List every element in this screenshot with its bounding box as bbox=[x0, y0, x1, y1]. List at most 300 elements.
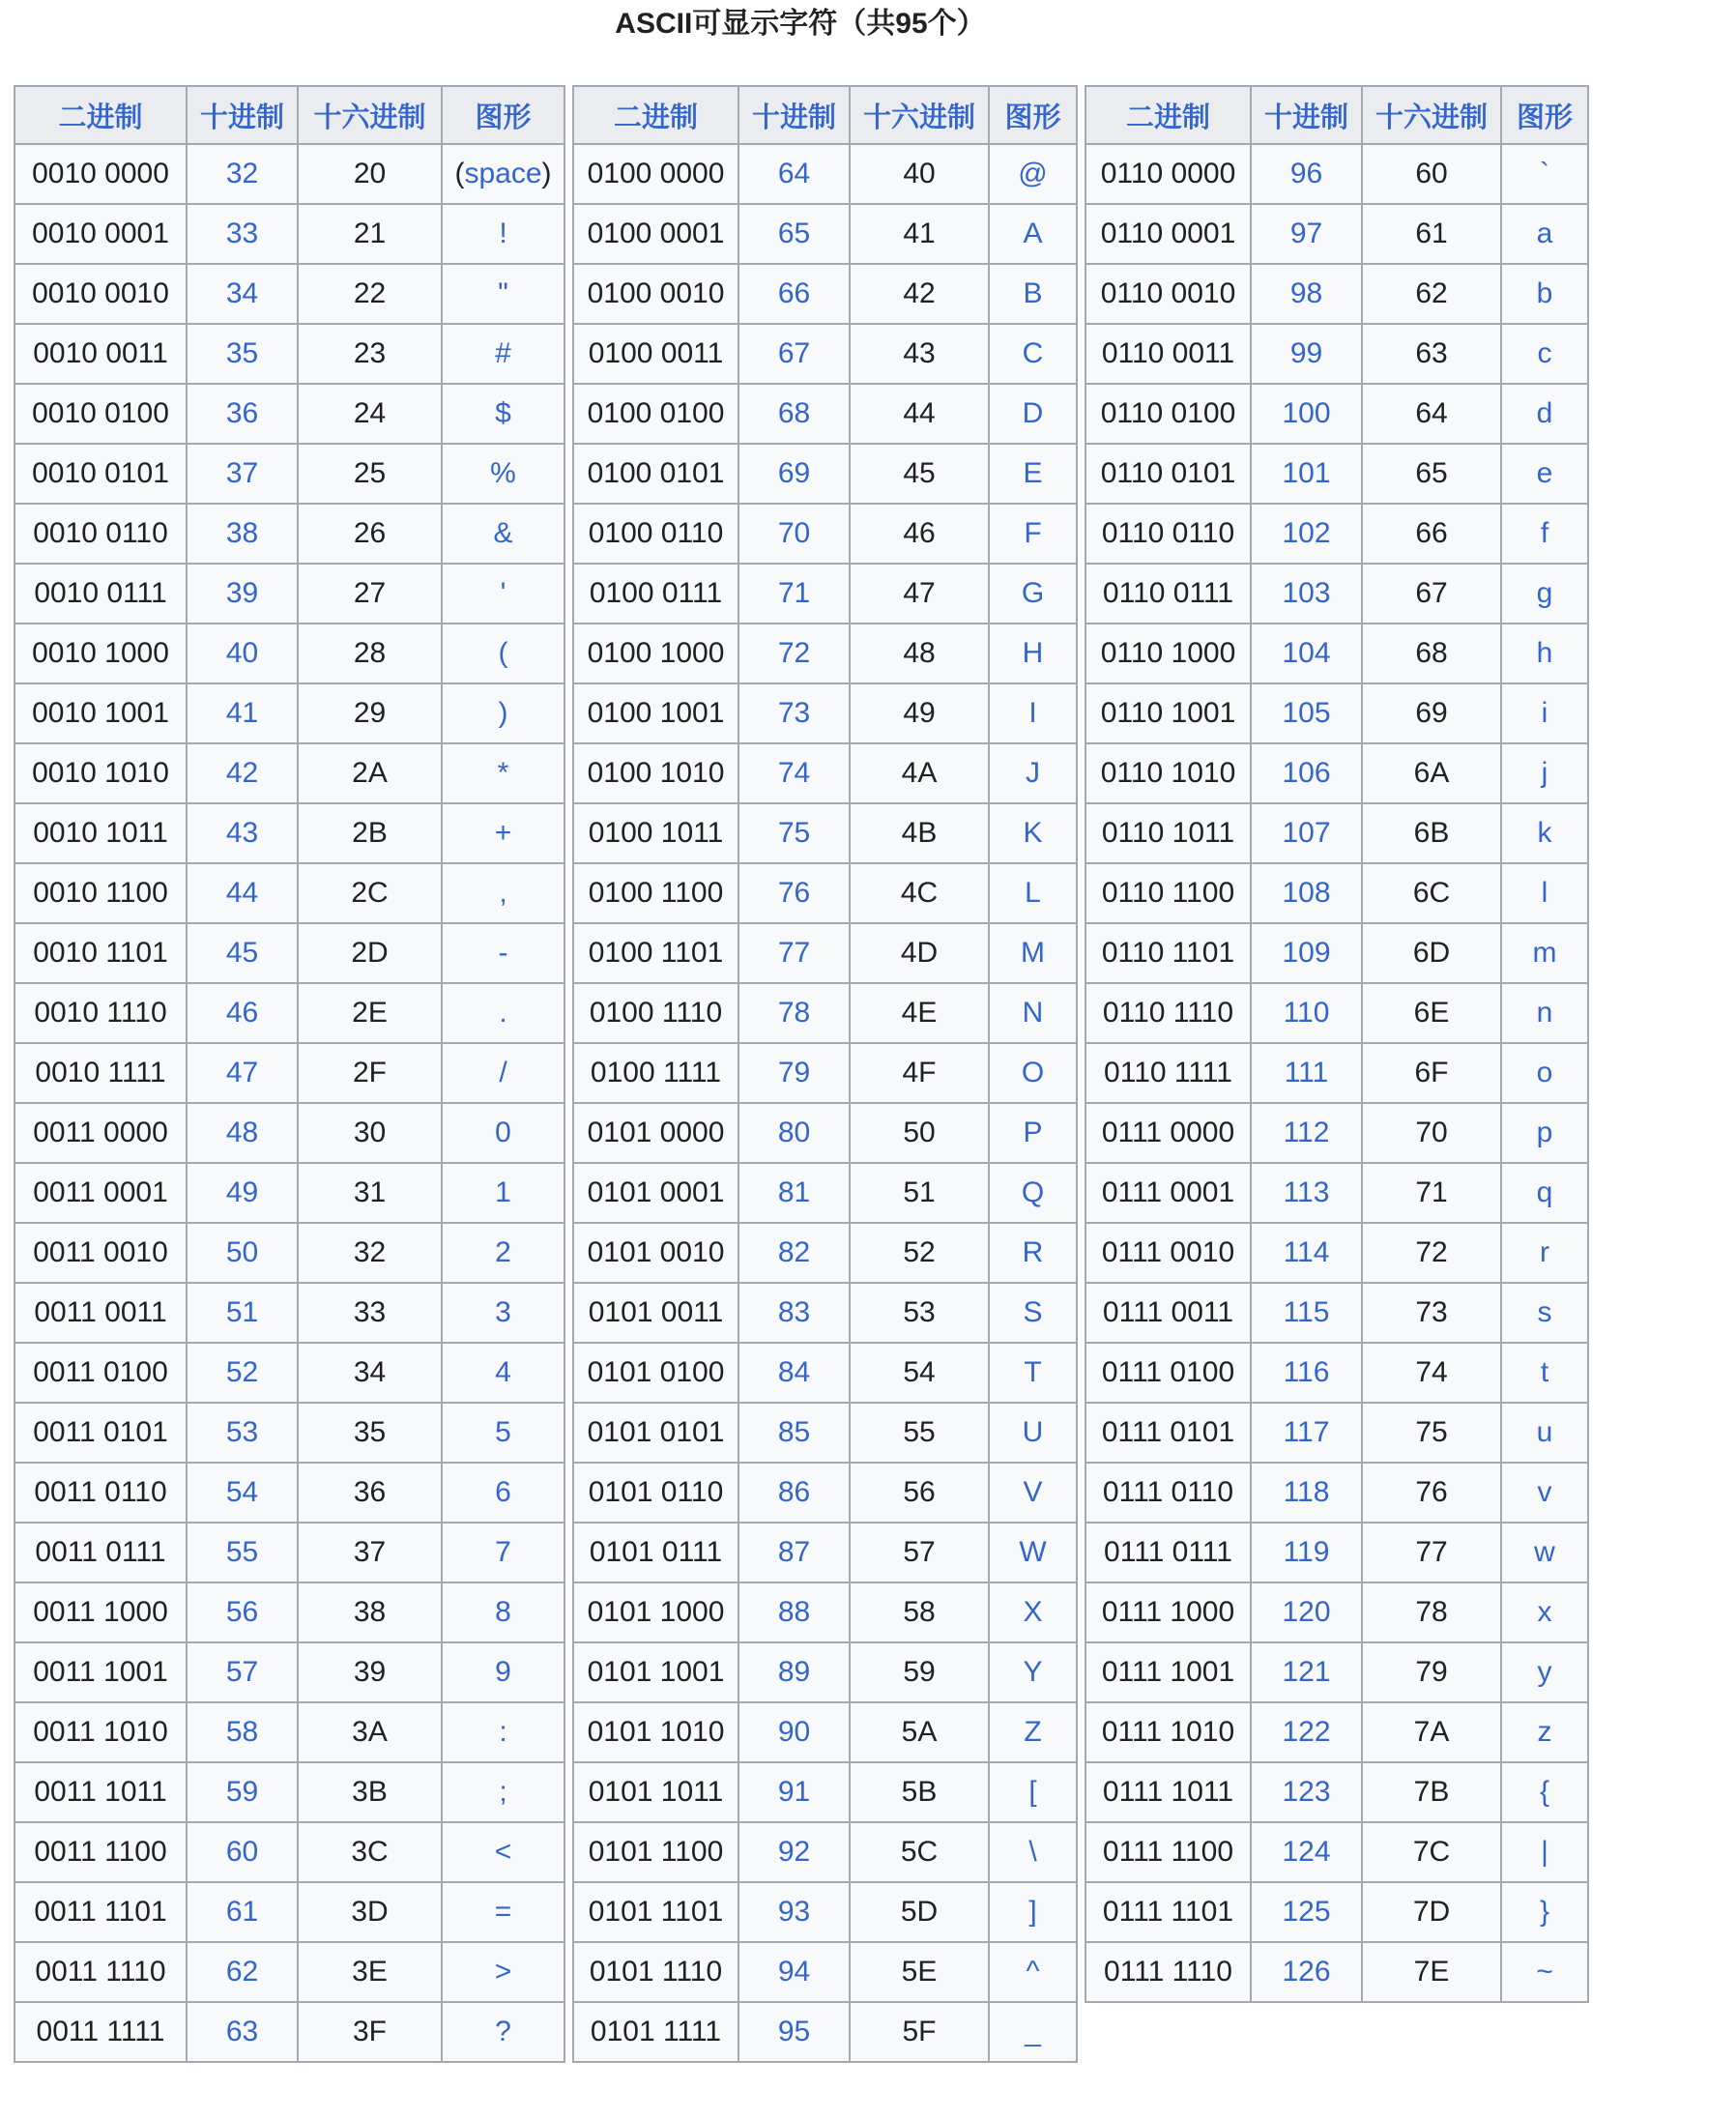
hex-cell: 3B bbox=[298, 1762, 442, 1822]
glyph-link[interactable]: l bbox=[1541, 877, 1548, 909]
decimal-link[interactable]: 97 bbox=[1289, 218, 1323, 249]
binary-cell: 0011 1011 bbox=[14, 1762, 187, 1822]
glyph-link[interactable]: _ bbox=[1025, 2016, 1041, 2047]
glyph-link[interactable]: n bbox=[1536, 997, 1553, 1029]
decimal-link[interactable]: 113 bbox=[1283, 1176, 1330, 1208]
glyph-link[interactable]: ] bbox=[1028, 1896, 1037, 1928]
decimal-cell bbox=[187, 204, 298, 264]
decimal-cell bbox=[1251, 1163, 1362, 1223]
decimal-link[interactable]: 107 bbox=[1282, 817, 1331, 849]
glyph-link[interactable]: / bbox=[499, 1057, 507, 1089]
decimal-link[interactable]: 68 bbox=[777, 397, 811, 429]
table-row bbox=[1085, 264, 1588, 324]
binary-cell: 0101 1001 bbox=[573, 1642, 738, 1702]
column-header-hex[interactable]: 十六进制 bbox=[298, 86, 442, 144]
table-row bbox=[573, 1582, 1077, 1642]
glyph-link[interactable]: , bbox=[499, 877, 507, 909]
table-row bbox=[14, 384, 564, 444]
glyph-link[interactable]: X bbox=[1023, 1596, 1043, 1628]
glyph-link[interactable]: Z bbox=[1024, 1716, 1042, 1748]
glyph-cell bbox=[989, 1103, 1077, 1163]
decimal-cell bbox=[1251, 1043, 1362, 1103]
decimal-link[interactable]: 99 bbox=[1289, 337, 1323, 369]
glyph-link[interactable]: w bbox=[1534, 1536, 1555, 1568]
decimal-cell bbox=[187, 923, 298, 983]
column-header-decimal[interactable]: 十进制 bbox=[1251, 86, 1362, 144]
glyph-cell bbox=[1501, 144, 1588, 204]
decimal-link[interactable]: 87 bbox=[777, 1536, 811, 1568]
column-header-binary[interactable]: 二进制 bbox=[573, 86, 738, 144]
glyph-link[interactable]: a bbox=[1536, 218, 1553, 249]
glyph-link[interactable]: ^ bbox=[1026, 1956, 1040, 1988]
decimal-link[interactable]: 89 bbox=[777, 1656, 811, 1688]
decimal-link[interactable]: 117 bbox=[1283, 1416, 1330, 1448]
binary-cell: 0011 1110 bbox=[14, 1942, 187, 2002]
glyph-link[interactable]: c bbox=[1537, 337, 1552, 369]
glyph-cell bbox=[989, 803, 1077, 863]
hex-cell: 44 bbox=[850, 384, 989, 444]
table-row bbox=[573, 1223, 1077, 1283]
glyph-cell bbox=[989, 264, 1077, 324]
decimal-link[interactable]: 61 bbox=[225, 1896, 259, 1928]
table-row bbox=[573, 1702, 1077, 1762]
decimal-link[interactable]: 72 bbox=[777, 637, 811, 669]
hex-cell: 24 bbox=[298, 384, 442, 444]
decimal-link[interactable]: 77 bbox=[777, 937, 811, 969]
glyph-link[interactable]: b bbox=[1536, 277, 1553, 309]
decimal-link[interactable]: 91 bbox=[777, 1776, 811, 1808]
table-row bbox=[14, 983, 564, 1043]
table-row bbox=[14, 204, 564, 264]
glyph-link[interactable]: H bbox=[1022, 637, 1044, 669]
decimal-link[interactable]: 118 bbox=[1283, 1476, 1330, 1508]
glyph-link[interactable]: h bbox=[1536, 637, 1553, 669]
decimal-link[interactable]: 53 bbox=[225, 1416, 259, 1448]
decimal-link[interactable]: 67 bbox=[777, 337, 811, 369]
glyph-link[interactable]: Q bbox=[1021, 1176, 1045, 1208]
binary-cell: 0110 1010 bbox=[1085, 743, 1251, 803]
glyph-link[interactable]: ' bbox=[500, 577, 506, 609]
glyph-link[interactable]: Y bbox=[1023, 1656, 1043, 1688]
glyph-link[interactable]: f bbox=[1540, 517, 1549, 549]
hex-cell: 6E bbox=[1362, 983, 1501, 1043]
decimal-link[interactable]: 114 bbox=[1283, 1236, 1330, 1268]
glyph-cell bbox=[989, 1043, 1077, 1103]
glyph-link[interactable]: A bbox=[1023, 218, 1043, 249]
column-header-hex[interactable]: 十六进制 bbox=[1362, 86, 1501, 144]
binary-cell: 0101 0110 bbox=[573, 1463, 738, 1523]
glyph-link[interactable]: 9 bbox=[495, 1656, 511, 1688]
glyph-link[interactable]: | bbox=[1541, 1836, 1548, 1868]
glyph-link[interactable]: T bbox=[1024, 1356, 1042, 1388]
table-row bbox=[14, 923, 564, 983]
glyph-link[interactable]: k bbox=[1537, 817, 1552, 849]
decimal-link[interactable]: 75 bbox=[777, 817, 811, 849]
glyph-link[interactable]: N bbox=[1022, 997, 1044, 1029]
decimal-link[interactable]: 119 bbox=[1283, 1536, 1330, 1568]
column-header-binary[interactable]: 二进制 bbox=[1085, 86, 1251, 144]
decimal-link[interactable]: 124 bbox=[1282, 1836, 1331, 1868]
decimal-link[interactable]: 105 bbox=[1282, 697, 1331, 729]
decimal-link[interactable]: 58 bbox=[225, 1716, 259, 1748]
decimal-link[interactable]: 94 bbox=[777, 1956, 811, 1988]
decimal-link[interactable]: 52 bbox=[225, 1356, 259, 1388]
glyph-link[interactable]: 3 bbox=[495, 1296, 511, 1328]
table-row bbox=[1085, 1403, 1588, 1463]
decimal-link[interactable]: 71 bbox=[777, 577, 811, 609]
glyph-link[interactable]: s bbox=[1537, 1296, 1552, 1328]
decimal-link[interactable]: 78 bbox=[777, 997, 811, 1029]
decimal-link[interactable]: 48 bbox=[225, 1117, 259, 1148]
binary-cell: 0101 1110 bbox=[573, 1942, 738, 2002]
glyph-link[interactable]: I bbox=[1028, 697, 1037, 729]
glyph-link[interactable]: + bbox=[494, 817, 512, 849]
binary-cell: 0011 0110 bbox=[14, 1463, 187, 1523]
glyph-cell bbox=[989, 863, 1077, 923]
glyph-link[interactable]: ; bbox=[499, 1776, 507, 1808]
decimal-link[interactable]: 95 bbox=[777, 2016, 811, 2047]
glyph-cell bbox=[1501, 1343, 1588, 1403]
glyph-link[interactable]: e bbox=[1536, 457, 1553, 489]
decimal-link[interactable]: 106 bbox=[1282, 757, 1331, 789]
decimal-link[interactable]: 86 bbox=[777, 1476, 811, 1508]
decimal-link[interactable]: 108 bbox=[1282, 877, 1331, 909]
binary-cell: 0111 0110 bbox=[1085, 1463, 1251, 1523]
glyph-link[interactable]: t bbox=[1540, 1356, 1549, 1388]
decimal-link[interactable]: 83 bbox=[777, 1296, 811, 1328]
decimal-cell bbox=[187, 743, 298, 803]
decimal-link[interactable]: 115 bbox=[1283, 1296, 1330, 1328]
glyph-cell bbox=[989, 1582, 1077, 1642]
glyph-link[interactable]: [ bbox=[1028, 1776, 1037, 1808]
column-header-hex[interactable]: 十六进制 bbox=[850, 86, 989, 144]
glyph-link[interactable]: " bbox=[498, 277, 508, 309]
glyph-link[interactable]: i bbox=[1541, 697, 1548, 729]
glyph-link[interactable]: G bbox=[1021, 577, 1045, 609]
glyph-link[interactable]: v bbox=[1537, 1476, 1552, 1508]
glyph-link[interactable]: F bbox=[1024, 517, 1042, 549]
decimal-cell bbox=[738, 1343, 850, 1403]
decimal-link[interactable]: 41 bbox=[225, 697, 259, 729]
hex-cell: 27 bbox=[298, 564, 442, 624]
column-header-glyph[interactable]: 图形 bbox=[1501, 86, 1588, 144]
glyph-cell bbox=[989, 1762, 1077, 1822]
decimal-link[interactable]: 64 bbox=[777, 158, 811, 189]
glyph-link[interactable]: $ bbox=[495, 397, 511, 429]
table-row bbox=[14, 1582, 564, 1642]
decimal-link[interactable]: 104 bbox=[1282, 637, 1331, 669]
glyph-link[interactable]: U bbox=[1022, 1416, 1044, 1448]
glyph-link[interactable]: o bbox=[1536, 1057, 1553, 1089]
decimal-cell bbox=[738, 624, 850, 683]
decimal-cell bbox=[187, 2002, 298, 2062]
glyph-link[interactable]: 5 bbox=[495, 1416, 511, 1448]
glyph-link[interactable]: r bbox=[1540, 1236, 1549, 1268]
hex-cell: 3E bbox=[298, 1942, 442, 2002]
decimal-link[interactable]: 96 bbox=[1289, 158, 1323, 189]
decimal-link[interactable]: 65 bbox=[777, 218, 811, 249]
decimal-link[interactable]: 88 bbox=[777, 1596, 811, 1628]
column-header-decimal[interactable]: 十进制 bbox=[738, 86, 850, 144]
glyph-cell bbox=[442, 1043, 564, 1103]
hex-cell: 59 bbox=[850, 1642, 989, 1702]
decimal-link[interactable]: 47 bbox=[225, 1057, 259, 1089]
hex-cell: 4B bbox=[850, 803, 989, 863]
decimal-link[interactable]: 56 bbox=[225, 1596, 259, 1628]
glyph-link[interactable]: O bbox=[1021, 1057, 1045, 1089]
decimal-cell bbox=[738, 204, 850, 264]
glyph-link[interactable]: ? bbox=[495, 2016, 511, 2047]
binary-cell: 0011 1001 bbox=[14, 1642, 187, 1702]
glyph-link[interactable]: ~ bbox=[1536, 1956, 1553, 1988]
table-row bbox=[1085, 1103, 1588, 1163]
decimal-link[interactable]: 39 bbox=[225, 577, 259, 609]
glyph-link[interactable]: W bbox=[1019, 1536, 1047, 1568]
glyph-link[interactable]: q bbox=[1536, 1176, 1553, 1208]
hex-cell: 73 bbox=[1362, 1283, 1501, 1343]
glyph-link[interactable]: u bbox=[1536, 1416, 1553, 1448]
decimal-link[interactable]: 59 bbox=[225, 1776, 259, 1808]
decimal-link[interactable]: 37 bbox=[225, 457, 259, 489]
glyph-cell bbox=[1501, 1103, 1588, 1163]
glyph-link[interactable]: . bbox=[499, 997, 507, 1029]
table-row bbox=[14, 1403, 564, 1463]
decimal-link[interactable]: 112 bbox=[1283, 1117, 1330, 1148]
glyph-link[interactable]: j bbox=[1541, 757, 1548, 789]
hex-cell: 50 bbox=[850, 1103, 989, 1163]
table-row bbox=[573, 564, 1077, 624]
glyph-link[interactable]: # bbox=[495, 337, 511, 369]
binary-cell: 0101 0000 bbox=[573, 1103, 738, 1163]
decimal-link[interactable]: 35 bbox=[225, 337, 259, 369]
glyph-link[interactable]: < bbox=[494, 1836, 512, 1868]
glyph-link[interactable]: 1 bbox=[495, 1176, 511, 1208]
decimal-cell bbox=[738, 1582, 850, 1642]
binary-cell: 0010 0100 bbox=[14, 384, 187, 444]
glyph-link[interactable]: K bbox=[1023, 817, 1043, 849]
binary-cell: 0101 1011 bbox=[573, 1762, 738, 1822]
decimal-link[interactable]: 80 bbox=[777, 1117, 811, 1148]
decimal-link[interactable]: 110 bbox=[1283, 997, 1330, 1029]
decimal-link[interactable]: 123 bbox=[1282, 1776, 1331, 1808]
binary-cell: 0010 0001 bbox=[14, 204, 187, 264]
binary-cell: 0110 1100 bbox=[1085, 863, 1251, 923]
column-header-glyph[interactable]: 图形 bbox=[442, 86, 564, 144]
glyph-link[interactable]: p bbox=[1536, 1117, 1553, 1148]
glyph-link[interactable]: g bbox=[1536, 577, 1553, 609]
glyph-cell bbox=[442, 564, 564, 624]
glyph-link[interactable]: \ bbox=[1028, 1836, 1037, 1868]
glyph-link[interactable]: V bbox=[1023, 1476, 1043, 1508]
glyph-link[interactable]: P bbox=[1023, 1117, 1043, 1148]
glyph-link[interactable]: D bbox=[1022, 397, 1044, 429]
glyph-link[interactable]: > bbox=[494, 1956, 512, 1988]
binary-cell: 0101 0001 bbox=[573, 1163, 738, 1223]
decimal-link[interactable]: 85 bbox=[777, 1416, 811, 1448]
binary-cell: 0110 1001 bbox=[1085, 683, 1251, 743]
glyph-link[interactable]: 7 bbox=[495, 1536, 511, 1568]
glyph-link[interactable]: @ bbox=[1018, 158, 1048, 189]
glyph-link[interactable]: { bbox=[1539, 1776, 1550, 1808]
glyph-link[interactable]: B bbox=[1023, 277, 1043, 309]
glyph-link[interactable]: d bbox=[1536, 397, 1553, 429]
glyph-link[interactable]: - bbox=[498, 937, 508, 969]
column-header-decimal[interactable]: 十进制 bbox=[187, 86, 298, 144]
decimal-cell bbox=[738, 1163, 850, 1223]
decimal-link[interactable]: 92 bbox=[777, 1836, 811, 1868]
decimal-link[interactable]: 49 bbox=[225, 1176, 259, 1208]
table-row bbox=[573, 1043, 1077, 1103]
glyph-link[interactable]: * bbox=[497, 757, 509, 789]
decimal-cell bbox=[187, 1463, 298, 1523]
glyph-link[interactable]: M bbox=[1021, 937, 1045, 969]
column-header-glyph[interactable]: 图形 bbox=[989, 86, 1077, 144]
glyph-link[interactable]: C bbox=[1022, 337, 1044, 369]
decimal-link[interactable]: 46 bbox=[225, 997, 259, 1029]
hex-cell: 33 bbox=[298, 1283, 442, 1343]
decimal-link[interactable]: 66 bbox=[777, 277, 811, 309]
binary-cell: 0100 1101 bbox=[573, 923, 738, 983]
decimal-link[interactable]: 33 bbox=[225, 218, 259, 249]
decimal-link[interactable]: 121 bbox=[1282, 1656, 1331, 1688]
glyph-link[interactable]: ` bbox=[1540, 158, 1549, 189]
decimal-cell bbox=[738, 324, 850, 384]
decimal-link[interactable]: 93 bbox=[777, 1896, 811, 1928]
decimal-link[interactable]: 32 bbox=[225, 158, 259, 189]
decimal-link[interactable]: 40 bbox=[225, 637, 259, 669]
decimal-link[interactable]: 38 bbox=[225, 517, 259, 549]
column-header-binary[interactable]: 二进制 bbox=[14, 86, 187, 144]
decimal-link[interactable]: 50 bbox=[225, 1236, 259, 1268]
glyph-link[interactable]: } bbox=[1539, 1896, 1550, 1928]
table-row bbox=[1085, 504, 1588, 564]
glyph-link[interactable]: S bbox=[1023, 1296, 1043, 1328]
decimal-link[interactable]: 84 bbox=[777, 1356, 811, 1388]
decimal-link[interactable]: 81 bbox=[777, 1176, 811, 1208]
decimal-link[interactable]: 45 bbox=[225, 937, 259, 969]
glyph-cell bbox=[989, 324, 1077, 384]
glyph-cell bbox=[989, 564, 1077, 624]
glyph-link[interactable]: E bbox=[1023, 457, 1043, 489]
glyph-link[interactable]: ) bbox=[498, 697, 508, 729]
hex-cell: 29 bbox=[298, 683, 442, 743]
decimal-link[interactable]: 44 bbox=[225, 877, 259, 909]
glyph-cell bbox=[1501, 264, 1588, 324]
binary-cell: 0110 0101 bbox=[1085, 444, 1251, 504]
decimal-link[interactable]: 125 bbox=[1282, 1896, 1331, 1928]
decimal-link[interactable]: 76 bbox=[777, 877, 811, 909]
decimal-link[interactable]: 101 bbox=[1282, 457, 1331, 489]
decimal-link[interactable]: 109 bbox=[1282, 937, 1331, 969]
decimal-link[interactable]: 98 bbox=[1289, 277, 1323, 309]
binary-cell: 0010 1001 bbox=[14, 683, 187, 743]
decimal-link[interactable]: 57 bbox=[225, 1656, 259, 1688]
decimal-link[interactable]: 42 bbox=[225, 757, 259, 789]
hex-cell: 67 bbox=[1362, 564, 1501, 624]
glyph-cell bbox=[1501, 204, 1588, 264]
glyph-link[interactable]: ! bbox=[499, 218, 507, 249]
glyph-link[interactable]: L bbox=[1025, 877, 1041, 909]
glyph-link[interactable]: 2 bbox=[495, 1236, 511, 1268]
glyph-cell bbox=[989, 1523, 1077, 1582]
decimal-link[interactable]: 55 bbox=[225, 1536, 259, 1568]
decimal-link[interactable]: 62 bbox=[225, 1956, 259, 1988]
decimal-link[interactable]: 74 bbox=[777, 757, 811, 789]
decimal-link[interactable]: 54 bbox=[225, 1476, 259, 1508]
hex-cell: 78 bbox=[1362, 1582, 1501, 1642]
decimal-link[interactable]: 122 bbox=[1282, 1716, 1331, 1748]
glyph-link[interactable]: space bbox=[464, 158, 542, 189]
hex-cell: 5C bbox=[850, 1822, 989, 1882]
decimal-cell bbox=[1251, 923, 1362, 983]
decimal-link[interactable]: 60 bbox=[225, 1836, 259, 1868]
glyph-link[interactable]: 4 bbox=[495, 1356, 511, 1388]
glyph-link[interactable]: m bbox=[1532, 937, 1557, 969]
decimal-cell bbox=[738, 1103, 850, 1163]
decimal-link[interactable]: 102 bbox=[1282, 517, 1331, 549]
decimal-link[interactable]: 79 bbox=[777, 1057, 811, 1089]
decimal-link[interactable]: 100 bbox=[1282, 397, 1331, 429]
glyph-link[interactable]: = bbox=[494, 1896, 512, 1928]
decimal-link[interactable]: 43 bbox=[225, 817, 259, 849]
decimal-link[interactable]: 73 bbox=[777, 697, 811, 729]
hex-cell: 31 bbox=[298, 1163, 442, 1223]
glyph-link[interactable]: % bbox=[490, 457, 516, 489]
decimal-link[interactable]: 63 bbox=[225, 2016, 259, 2047]
binary-cell: 0010 1100 bbox=[14, 863, 187, 923]
table-row bbox=[573, 983, 1077, 1043]
glyph-link[interactable]: y bbox=[1537, 1656, 1552, 1688]
glyph-cell bbox=[989, 1702, 1077, 1762]
decimal-cell bbox=[187, 1762, 298, 1822]
glyph-link[interactable]: 8 bbox=[495, 1596, 511, 1628]
glyph-link[interactable]: R bbox=[1022, 1236, 1044, 1268]
binary-cell: 0111 0111 bbox=[1085, 1523, 1251, 1582]
binary-cell: 0010 1011 bbox=[14, 803, 187, 863]
decimal-cell bbox=[1251, 1882, 1362, 1942]
glyph-cell bbox=[1501, 1942, 1588, 2002]
decimal-link[interactable]: 111 bbox=[1284, 1057, 1329, 1089]
decimal-link[interactable]: 90 bbox=[777, 1716, 811, 1748]
glyph-link[interactable]: J bbox=[1026, 757, 1040, 789]
decimal-link[interactable]: 116 bbox=[1283, 1356, 1330, 1388]
glyph-cell bbox=[1501, 564, 1588, 624]
decimal-link[interactable]: 34 bbox=[225, 277, 259, 309]
decimal-link[interactable]: 120 bbox=[1282, 1596, 1331, 1628]
decimal-link[interactable]: 51 bbox=[225, 1296, 259, 1328]
glyph-link[interactable]: : bbox=[499, 1716, 507, 1748]
decimal-cell bbox=[187, 384, 298, 444]
glyph-cell bbox=[989, 624, 1077, 683]
decimal-link[interactable]: 82 bbox=[777, 1236, 811, 1268]
hex-cell: 55 bbox=[850, 1403, 989, 1463]
glyph-link[interactable]: 6 bbox=[495, 1476, 511, 1508]
decimal-link[interactable]: 36 bbox=[225, 397, 259, 429]
decimal-cell bbox=[738, 1043, 850, 1103]
decimal-link[interactable]: 126 bbox=[1282, 1956, 1331, 1988]
decimal-link[interactable]: 69 bbox=[777, 457, 811, 489]
binary-cell: 0110 0010 bbox=[1085, 264, 1251, 324]
glyph-link[interactable]: & bbox=[493, 517, 513, 549]
glyph-link[interactable]: ( bbox=[498, 637, 508, 669]
glyph-link[interactable]: z bbox=[1537, 1716, 1552, 1748]
table-row bbox=[14, 1762, 564, 1822]
decimal-link[interactable]: 70 bbox=[777, 517, 811, 549]
hex-cell: 4D bbox=[850, 923, 989, 983]
glyph-link[interactable]: 0 bbox=[495, 1117, 511, 1148]
decimal-link[interactable]: 103 bbox=[1282, 577, 1331, 609]
glyph-link[interactable]: x bbox=[1537, 1596, 1552, 1628]
